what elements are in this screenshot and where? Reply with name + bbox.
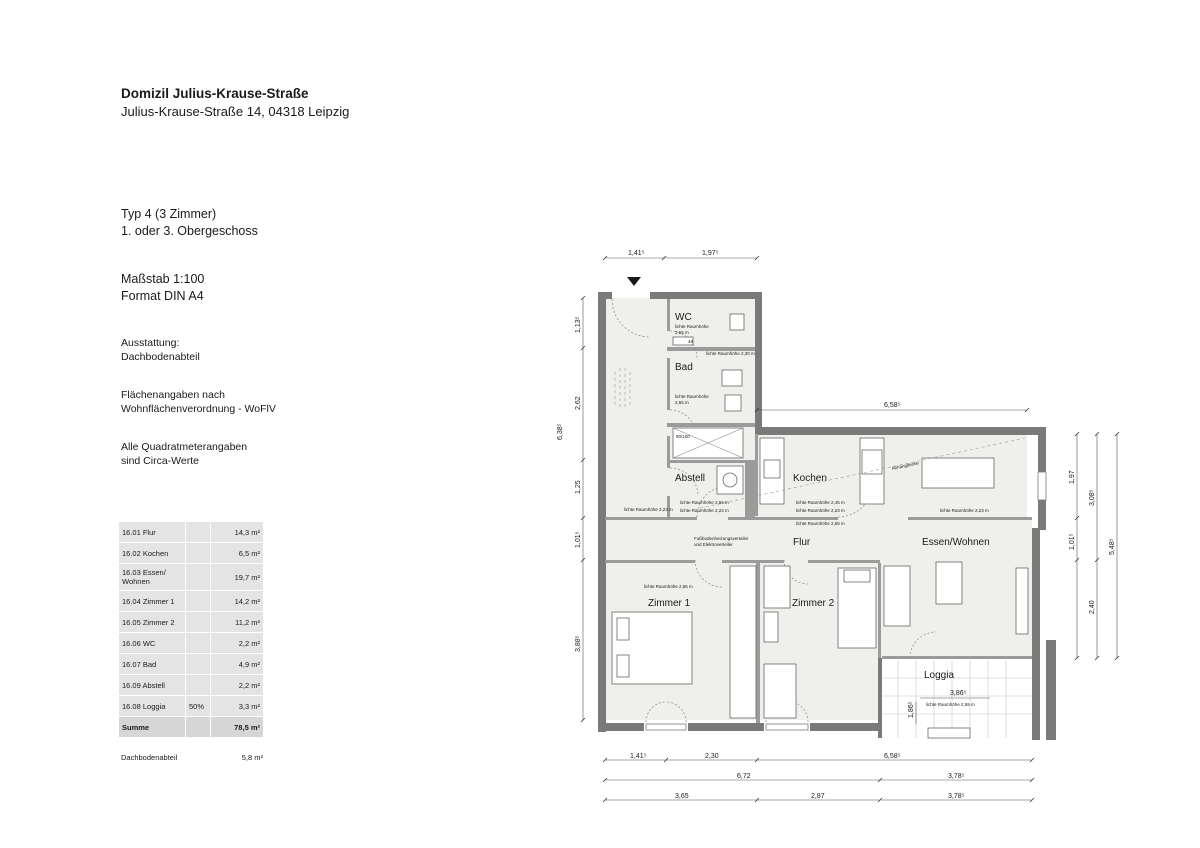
height-essen: lichte Raumhöhe 2,23 m bbox=[940, 508, 989, 513]
area-name: 16.01 Flur bbox=[119, 522, 186, 543]
dim-bottom-1b: 2,30 bbox=[705, 753, 719, 760]
room-zimmer1: Zimmer 1 bbox=[648, 598, 691, 609]
height-kochen-1: lichte Raumhöhe 2,45 m bbox=[796, 500, 845, 505]
area-note-1: Flächenangaben nach bbox=[121, 389, 225, 401]
dim-bottom-3c: 3,78⁵ bbox=[948, 793, 965, 800]
abhang-note: Abhangdecke bbox=[891, 460, 920, 471]
height-loggia: lichte Raumhöhe 2,55 m bbox=[926, 702, 975, 707]
room-bad: Bad bbox=[675, 362, 693, 373]
area-value: 14,2 m² bbox=[211, 591, 264, 612]
dim-bottom-1c: 6,58⁵ bbox=[884, 753, 901, 760]
area-name: 16.08 Loggia bbox=[119, 696, 186, 717]
area-name: 16.05 Zimmer 2 bbox=[119, 612, 186, 633]
dim-right-total: 5,48⁵ bbox=[1109, 538, 1116, 555]
room-loggia: Loggia bbox=[924, 670, 955, 681]
dim-right-b: 1,01⁵ bbox=[1069, 533, 1076, 550]
area-name: 16.06 WC bbox=[119, 633, 186, 654]
area-pct: 50% bbox=[186, 696, 211, 717]
scale-text: Maßstab 1:100 bbox=[121, 272, 205, 286]
equipment-label: Ausstattung: bbox=[121, 337, 180, 349]
height-flur-left: lichte Raumhöhe 2,23 m bbox=[624, 507, 673, 512]
room-kochen: Kochen bbox=[793, 473, 827, 484]
area-note-2: Wohnflächenverordnung - WoFlV bbox=[121, 403, 276, 415]
dim-left-e: 3,88⁵ bbox=[575, 635, 582, 652]
dim-bottom-2a: 6,72 bbox=[737, 773, 751, 780]
sum-label: Summe bbox=[119, 717, 186, 738]
dim-bottom-1a: 1,41⁵ bbox=[630, 753, 647, 760]
area-value: 14,3 m² bbox=[211, 522, 264, 543]
entrance-arrow-icon bbox=[627, 277, 641, 286]
room-flur: Flur bbox=[793, 537, 811, 548]
wc-size: 48 bbox=[688, 339, 694, 344]
sqm-note-1: Alle Quadratmeterangaben bbox=[121, 441, 248, 453]
dim-right-mid: 6,58⁵ bbox=[884, 402, 901, 409]
dim-bottom-3a: 3,65 bbox=[675, 793, 689, 800]
dim-left-d: 1,01⁵ bbox=[575, 531, 582, 548]
area-name: 16.09 Abstell bbox=[119, 675, 186, 696]
project-address: Julius-Krause-Straße 14, 04318 Leipzig bbox=[121, 104, 350, 119]
height-abstell-2: lichte Raumhöhe 2,23 m bbox=[680, 508, 729, 513]
dim-loggia-w: 3,86⁵ bbox=[950, 690, 967, 697]
storage-name: Dachbodenabteil bbox=[121, 753, 178, 762]
height-kochen-3: lichte Raumhöhe 2,55 m bbox=[796, 521, 845, 526]
dim-right-a: 1,97 bbox=[1069, 470, 1076, 484]
dim-right-c: 2,40 bbox=[1089, 600, 1096, 614]
area-value: 4,9 m² bbox=[211, 654, 264, 675]
dim-left-total: 6,38⁵ bbox=[557, 423, 564, 440]
dim-left-c: 1,25 bbox=[575, 480, 582, 494]
apartment-type: Typ 4 (3 Zimmer) bbox=[121, 207, 217, 221]
dim-right-d: 3,08⁵ bbox=[1089, 489, 1096, 506]
dim-top-1: 1,41⁵ bbox=[628, 250, 645, 257]
height-kochen-2: lichte Raumhöhe 2,23 m bbox=[796, 508, 845, 513]
equipment-value: Dachbodenabteil bbox=[121, 351, 200, 363]
area-name: 16.03 Essen/ Wohnen bbox=[119, 564, 186, 591]
area-value: 19,7 m² bbox=[211, 564, 264, 591]
sqm-note-2: sind Circa-Werte bbox=[121, 455, 199, 467]
room-abstell: Abstell bbox=[675, 473, 706, 484]
area-value: 2,2 m² bbox=[211, 633, 264, 654]
dim-bottom-3b: 2,87 bbox=[811, 793, 825, 800]
room-wc: WC bbox=[675, 312, 692, 323]
dim-top-2: 1,97⁵ bbox=[702, 250, 719, 257]
height-bad-val: 2,55 m bbox=[675, 400, 689, 405]
height-abstell-1: lichte Raumhöhe 2,55 m bbox=[680, 500, 729, 505]
area-value: 11,2 m² bbox=[211, 612, 264, 633]
shower-size: 90/100 bbox=[676, 434, 690, 439]
apartment-floor: 1. oder 3. Obergeschoss bbox=[121, 224, 258, 238]
dim-bottom-2b: 3,78⁵ bbox=[948, 773, 965, 780]
area-value: 3,3 m² bbox=[211, 696, 264, 717]
sum-value: 78,5 m² bbox=[211, 717, 264, 738]
height-bad-top: lichte Raumhöhe 2,30 m bbox=[706, 351, 755, 356]
height-zimmer1: lichte Raumhöhe 2,55 m bbox=[644, 584, 693, 589]
height-wc: lichte Raumhöhe bbox=[675, 324, 709, 329]
height-bad: lichte Raumhöhe bbox=[675, 394, 709, 399]
room-essen-wohnen: Essen/Wohnen bbox=[922, 537, 990, 548]
dim-loggia-h: 1,86⁵ bbox=[908, 701, 915, 718]
dim-left-b: 2,62 bbox=[575, 396, 582, 410]
area-value: 6,5 m² bbox=[211, 543, 264, 564]
area-name: 16.04 Zimmer 1 bbox=[119, 591, 186, 612]
heating-note-2: und Elektroverteiler bbox=[694, 542, 733, 547]
area-name: 16.07 Bad bbox=[119, 654, 186, 675]
height-wc-val: 2,55 m bbox=[675, 330, 689, 335]
dim-left-a: 1,13⁵ bbox=[575, 316, 582, 333]
storage-value: 5,8 m² bbox=[241, 753, 263, 762]
room-zimmer2: Zimmer 2 bbox=[792, 598, 835, 609]
heating-note-1: Fußbodenheizungsverteiler bbox=[694, 536, 749, 541]
format-text: Format DIN A4 bbox=[121, 289, 204, 303]
area-name: 16.02 Kochen bbox=[119, 543, 186, 564]
area-value: 2,2 m² bbox=[211, 675, 264, 696]
project-title: Domizil Julius-Krause-Straße bbox=[121, 86, 309, 101]
